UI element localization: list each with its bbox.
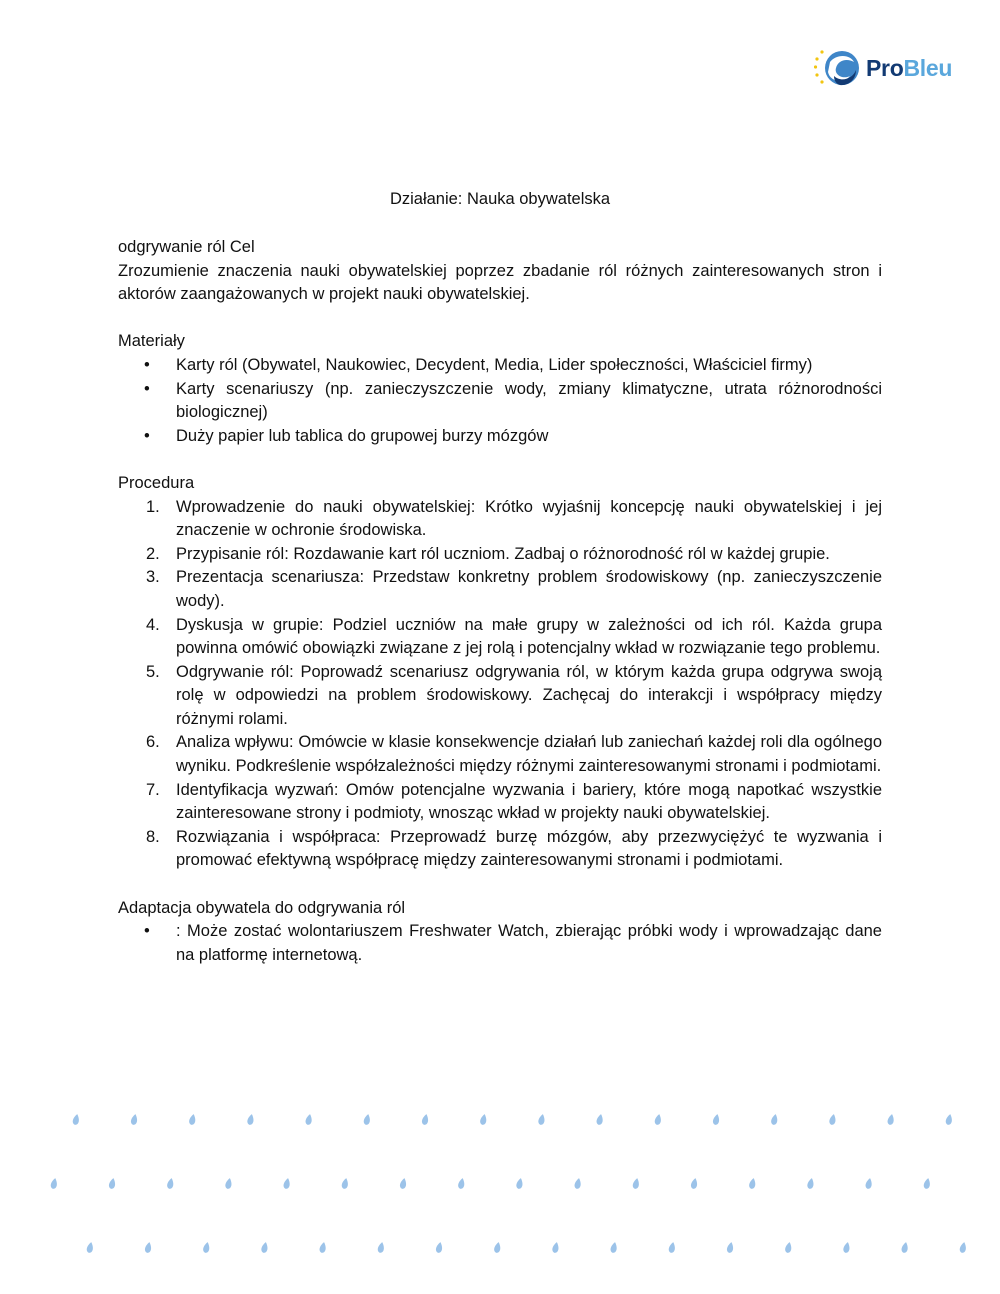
logo-star bbox=[815, 57, 818, 60]
list-item: 8. Rozwiązania i współpraca: Przeprowadź burzę mózgów, aby przezwyciężyć te wyzwania i promować efektywną współpracę między zainteresowanymi stronami i podmiotami. bbox=[146, 827, 882, 870]
list-item: 1. Wprowadzenie do nauki obywatelskiej: Krótko wyjaśnij koncepcję nauki obywatelskiej i jej znaczenie w ochronie środowiska. bbox=[146, 497, 882, 540]
list-item: 3. Prezentacja scenariusza: Przedstaw konkretny problem środowiskowy (np. zanieczyszczenie wody). bbox=[146, 568, 882, 610]
water-drop-icon bbox=[923, 1178, 931, 1190]
water-drop-icon bbox=[86, 1242, 94, 1254]
list-item: 5. Odgrywanie ról: Poprowadź scenariusz odgrywania ról, w którym każda grupa odgrywa swoją rolę w odpowiedzi na problem środowiskowy. Zachęcaj do interakcji i współpracy między różnymi rolami. bbox=[146, 662, 882, 728]
water-drop-icon bbox=[421, 1114, 429, 1126]
water-drop-icon bbox=[632, 1178, 640, 1190]
materials-list bbox=[118, 354, 882, 448]
water-drop-icon bbox=[770, 1114, 778, 1126]
water-drop-icon bbox=[887, 1114, 895, 1126]
water-drop-icon bbox=[865, 1178, 873, 1190]
water-drop-icon bbox=[784, 1242, 792, 1254]
water-drop-icon bbox=[108, 1178, 116, 1190]
procedure-heading: Procedura bbox=[118, 473, 195, 492]
probleu-logo-icon bbox=[814, 46, 864, 92]
water-drop-icon bbox=[829, 1114, 837, 1126]
objective-text: Zrozumienie znaczenia nauki obywatelskiej poprzez zbadanie ról różnych zainteresowanych stron i aktorów zaangażowanych w projekt nauki obywatelskiej. bbox=[118, 261, 882, 304]
logo-star bbox=[814, 65, 817, 68]
list-item: 4. Dyskusja w grupie: Podziel uczniów na małe grupy w zależności od ich ról. Każda grupa powinna omówić obowiązki związane z jej rolą i potencjalny wkład w rozwiązanie tego problemu. bbox=[146, 615, 882, 658]
water-drop-icon bbox=[901, 1242, 909, 1254]
logo-text-bleu: Bleu bbox=[903, 55, 953, 81]
water-drop-icon bbox=[305, 1114, 313, 1126]
water-drop-icon bbox=[479, 1114, 487, 1126]
water-drop-icon bbox=[748, 1178, 756, 1190]
adaptation-list bbox=[118, 920, 882, 967]
water-drop-icon bbox=[261, 1242, 269, 1254]
water-drop-icon bbox=[283, 1178, 291, 1190]
objective-heading: odgrywanie ról Cel bbox=[118, 238, 255, 256]
water-drop-icon bbox=[144, 1242, 152, 1254]
water-drop-icon bbox=[188, 1114, 196, 1126]
water-drop-icon bbox=[610, 1242, 618, 1254]
water-drop-icon bbox=[130, 1114, 138, 1126]
list-item: 2. Przypisanie ról: Rozdawanie kart ról uczniom. Zadbaj o różnorodność ról w każdej grupie. bbox=[146, 544, 830, 563]
water-drop-icon bbox=[50, 1178, 58, 1190]
water-drop-icon bbox=[690, 1178, 698, 1190]
adaptation-heading: Adaptacja obywatela do odgrywania ról bbox=[118, 898, 406, 917]
water-drop-icon bbox=[225, 1178, 233, 1190]
water-drop-icon bbox=[247, 1114, 255, 1126]
logo-star bbox=[820, 50, 823, 53]
water-drop-icon bbox=[202, 1242, 210, 1254]
water-drop-icon bbox=[596, 1114, 604, 1126]
logo-text-pro: Pro bbox=[866, 55, 904, 81]
list-item: 6. Analiza wpływu: Omówcie w klasie konsekwencje działań lub zaniechań każdej roli dla ogólnego wyniku. Podkreślenie współzależności między różnymi zainteresowanymi stronami i podmiotami. bbox=[146, 733, 882, 776]
bullet-icon: • bbox=[144, 922, 150, 941]
probleu-logo bbox=[814, 46, 964, 92]
water-drop-pattern bbox=[0, 1100, 1000, 1294]
water-drop-icon bbox=[726, 1242, 734, 1254]
water-drop-icon bbox=[399, 1178, 407, 1190]
list-item: 7. Identyfikacja wyzwań: Omów potencjalne wyzwania i bariery, które mogą napotkać wszystkie zainteresowane strony i podmioty, wnosząc wkład w projekty nauki obywatelskiej. bbox=[146, 780, 882, 823]
bullet-icon: • bbox=[144, 379, 150, 398]
logo-star bbox=[820, 80, 823, 83]
water-drop-icon bbox=[538, 1114, 546, 1126]
water-drop-icon bbox=[493, 1242, 501, 1254]
list-item: • Karty scenariuszy (np. zanieczyszczenie wody, zmiany klimatyczne, utrata różnorodności biologicznej) bbox=[144, 379, 882, 422]
water-drop-icon bbox=[843, 1242, 851, 1254]
water-drop-icon bbox=[574, 1178, 582, 1190]
bullet-icon: • bbox=[144, 426, 150, 445]
bullet-icon: • bbox=[144, 355, 150, 374]
logo-wordmark bbox=[866, 55, 952, 82]
document-body bbox=[118, 236, 882, 967]
water-drop-icon bbox=[959, 1242, 967, 1254]
water-drop-icon bbox=[654, 1114, 662, 1126]
water-drop-icon bbox=[166, 1178, 174, 1190]
water-drop-icon bbox=[341, 1178, 349, 1190]
water-drop-icon bbox=[435, 1242, 443, 1254]
water-drop-icon bbox=[319, 1242, 327, 1254]
water-drop-icon bbox=[363, 1114, 371, 1126]
water-drop-icon bbox=[377, 1242, 385, 1254]
procedure-list bbox=[118, 496, 882, 874]
list-item: • : Może zostać wolontariuszem Freshwater Watch, zbierając próbki wody i wprowadzając dane na platformę internetową. bbox=[144, 922, 882, 964]
list-item: • Karty ról (Obywatel, Naukowiec, Decydent, Media, Lider społeczności, Właściciel firmy) bbox=[118, 354, 882, 378]
water-drop-icon bbox=[668, 1242, 676, 1254]
water-drop-icon bbox=[712, 1114, 720, 1126]
water-drop-icon bbox=[457, 1178, 465, 1190]
water-drop-icon bbox=[552, 1242, 560, 1254]
list-item: • Duży papier lub tablica do grupowej burzy mózgów bbox=[118, 425, 882, 449]
water-drop-icon bbox=[807, 1178, 815, 1190]
water-drop-icon bbox=[945, 1114, 953, 1126]
logo-star bbox=[815, 73, 818, 76]
water-drop-icon bbox=[72, 1114, 80, 1126]
water-drop-icon bbox=[516, 1178, 524, 1190]
page-title: Działanie: Nauka obywatelska bbox=[389, 190, 611, 208]
materials-heading: Materiały bbox=[118, 332, 185, 351]
